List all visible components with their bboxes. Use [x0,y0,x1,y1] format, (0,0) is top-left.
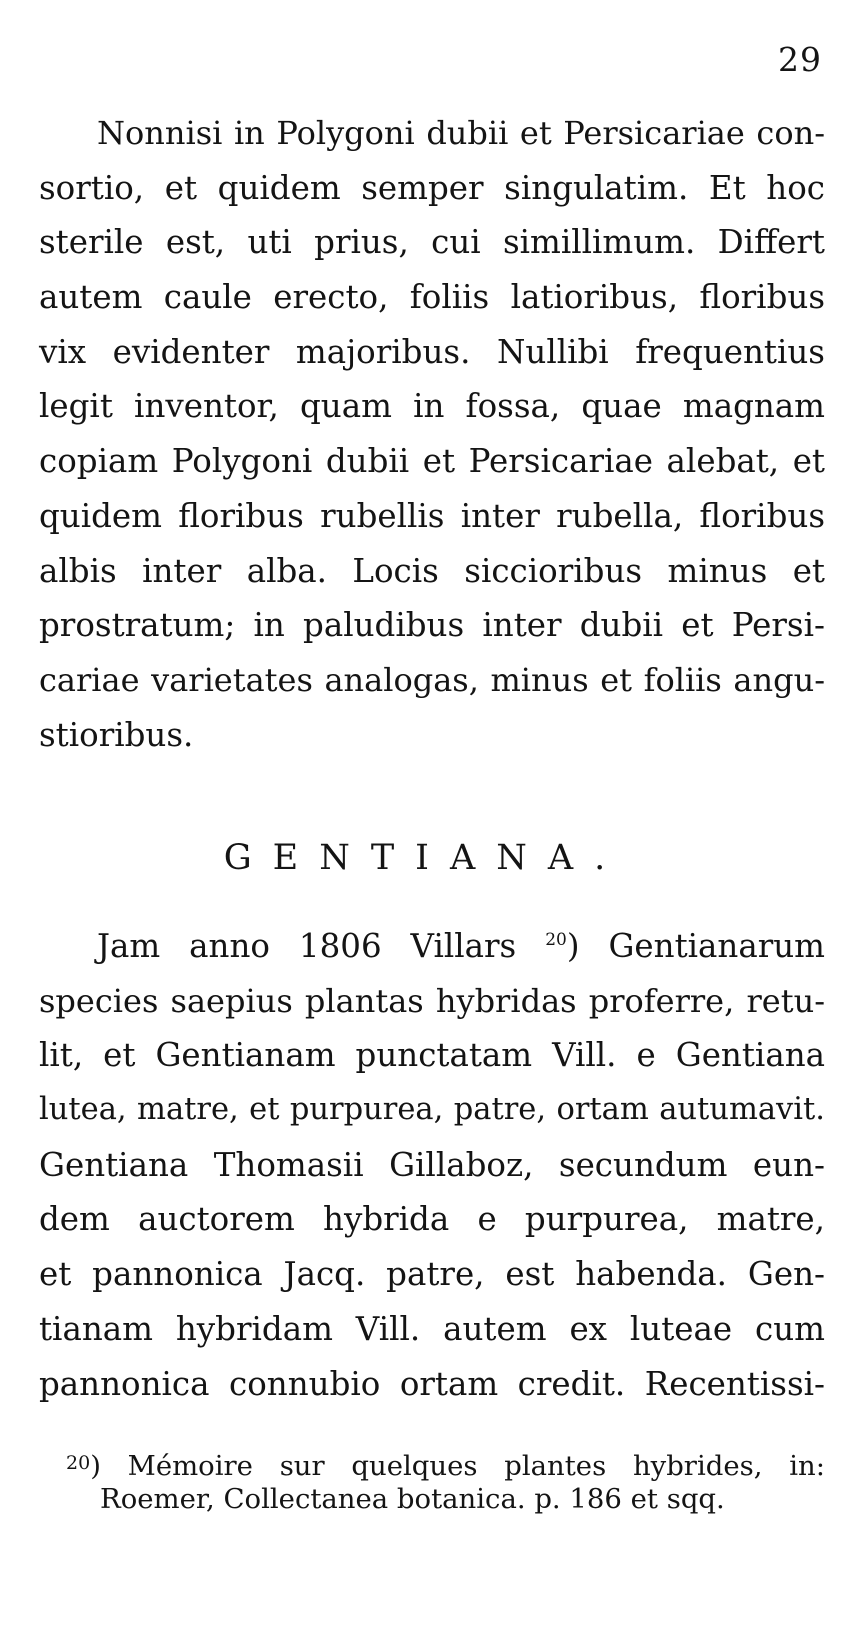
text-segment: ) Gentianarum [566,927,825,965]
paragraph-polygonum [39,106,825,762]
footnote [66,1450,825,1516]
text-line: dem auctorem hybrida e purpurea, matre, [39,1200,825,1239]
text-line: lit, et Gentianam punctatam Vill. e Gentiana [39,1036,825,1075]
text-line: stioribus. [39,715,194,754]
text-line: Nonnisi in Polygoni dubii et Persicariae con- [97,114,825,152]
footnote-reference: 20 [545,930,567,950]
text-line: albis inter alba. Locis siccioribus minus et [39,551,825,590]
paragraph-gentiana [39,919,825,1411]
text-line: autem caule erecto, foliis latioribus, floribus [39,278,825,317]
text-line: vix evidenter majoribus. Nullibi frequentius [39,332,825,371]
text-line: legit inventor, quam in fossa, quae magnam [39,387,825,426]
text-line-with-footnote-ref [39,919,825,974]
page-number: 29 [778,40,822,79]
text-line: cariae varietates analogas, minus et foliis angu- [39,660,825,699]
text-line: Gentiana Thomasii Gillaboz, secundum eun- [39,1145,825,1184]
text-line: sortio, et quidem semper singulatim. Et hoc [39,168,825,207]
text-line: prostratum; in paludibus inter dubii et Persi- [39,606,825,645]
footnote-line [66,1450,825,1483]
text-line: lutea, matre, et purpurea, patre, ortam autumavit. [39,1092,825,1128]
text-segment: Jam anno 1806 Villars [97,927,517,965]
text-line: copiam Polygoni dubii et Persicariae alebat, et [39,442,825,481]
text-line: pannonica connubio ortam credit. Recentissi- [39,1364,825,1403]
text-line: tianam hybridam Vill. autem ex luteae cum [39,1309,825,1348]
footnote-text: ) Mémoire sur quelques plantes hybrides, in: [90,1450,825,1482]
footnote-line: Roemer, Collectanea botanica. p. 186 et sqq. [100,1483,725,1515]
text-line: species saepius plantas hybridas proferre, retu- [39,981,825,1020]
text-line: et pannonica Jacq. patre, est habenda. Gen- [39,1255,825,1294]
text-line: quidem floribus rubellis inter rubella, floribus [39,496,825,535]
footnote-marker: 20 [66,1452,91,1474]
section-heading: GENTIANA. [223,838,627,878]
text-line: sterile est, uti prius, cui simillimum. Differt [39,223,825,262]
